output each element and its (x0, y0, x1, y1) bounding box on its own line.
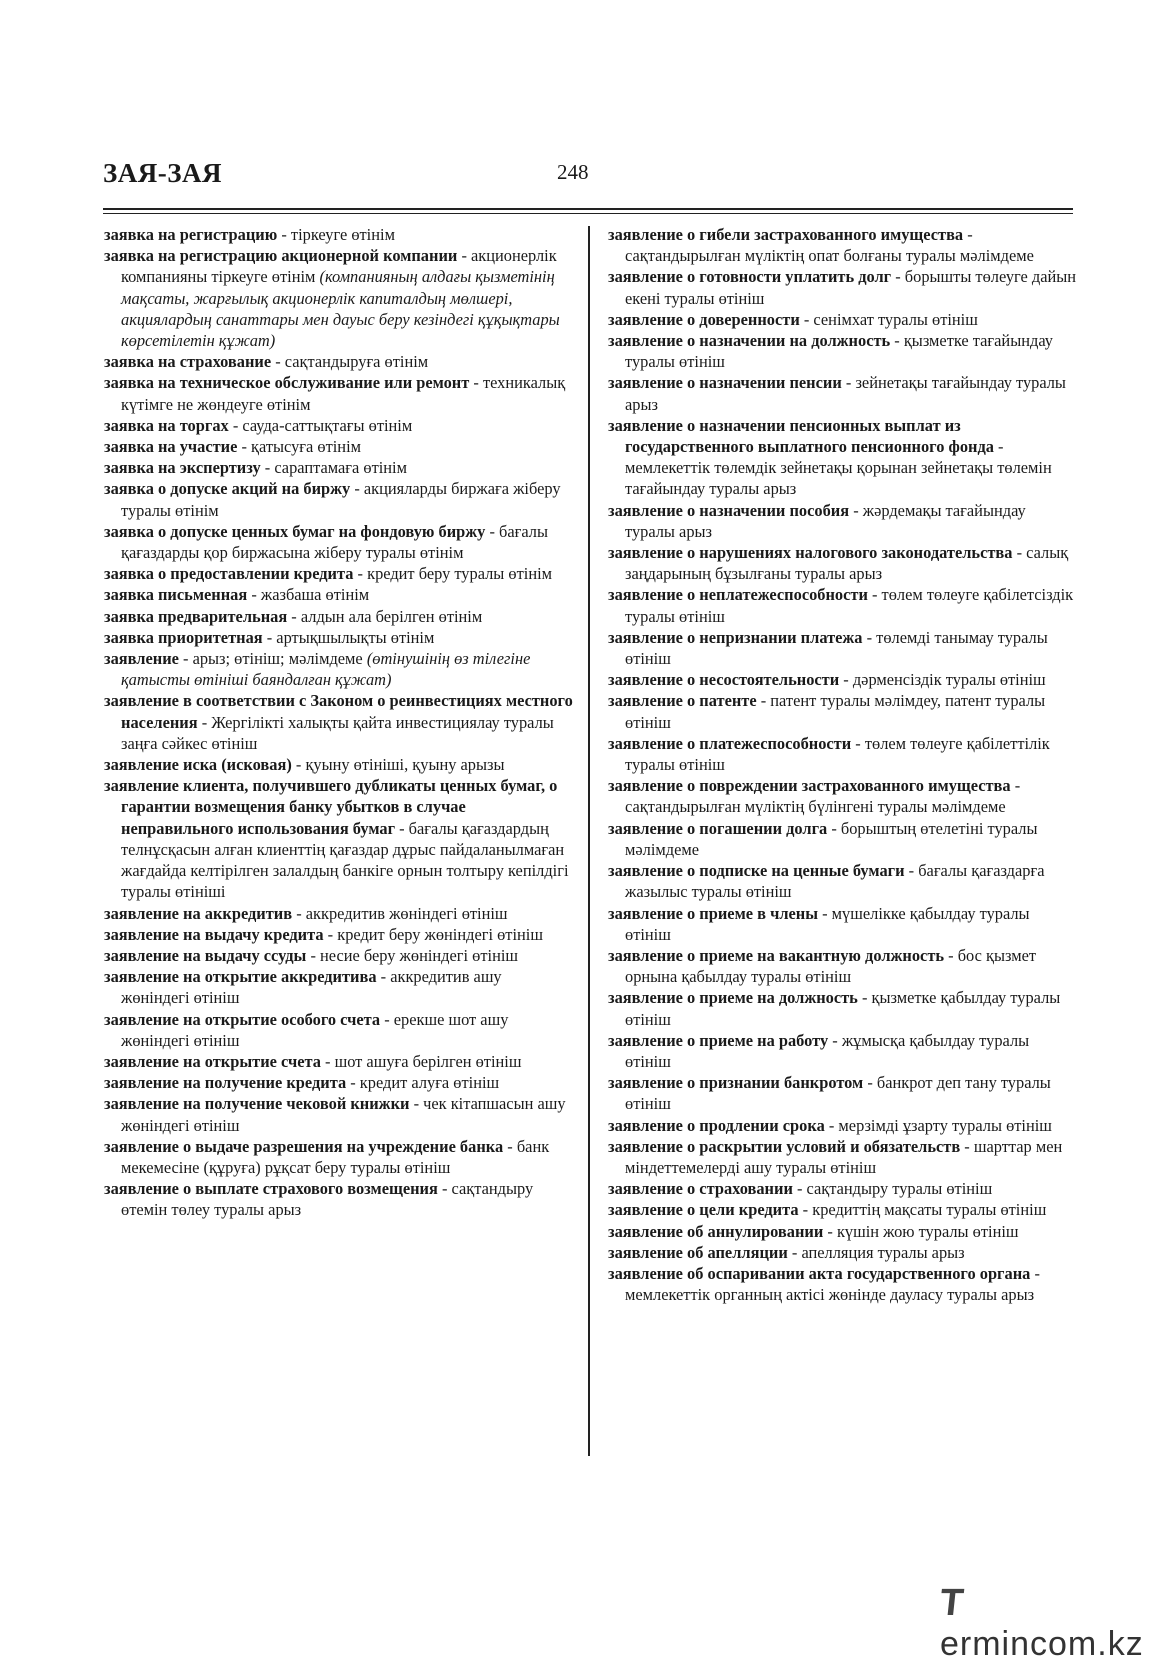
dictionary-entry (608, 690, 1078, 732)
dictionary-entry (104, 1136, 574, 1178)
left-column (104, 224, 574, 1221)
entry-definition: - патент туралы мәлімдеу, патент туралы өтініш (625, 691, 1046, 732)
entry-term: заявление о несостоятельности (608, 670, 840, 690)
entry-term: заявление на открытие аккредитива (104, 967, 377, 987)
entry-definition: - несие беру жөніндегі өтініш (306, 945, 519, 965)
entry-term: заявление о выплате страхового возмещения (104, 1179, 438, 1199)
entry-definition: - сақтандыруға өтінім (271, 352, 429, 372)
entry-term: заявление о платежеспособности (608, 733, 852, 753)
dictionary-entry (104, 245, 574, 351)
dictionary-entry (104, 415, 574, 436)
entry-term: заявление в соответствии с Законом о реинвестициях местного населения (104, 691, 573, 732)
dictionary-entry (608, 1242, 1078, 1263)
entry-term: заявление о готовности уплатить долг (608, 267, 892, 287)
entry-definition: - сақтандыру өтемін төлеу туралы арыз (121, 1179, 534, 1220)
dictionary-entry (104, 754, 574, 775)
entry-term: заявка на торгах (104, 415, 229, 435)
entry-definition: - сараптамаға өтінім (260, 458, 407, 478)
entry-definition: - бағалы қағаздардың телнұсқасын алған клиенттің қағаздар дұрыс пайдаланылмаған жағдайда келтірілген залалдың банкіге орнын толтыру кепілдігі туралы өтініші (121, 818, 569, 902)
entry-term: заявление о повреждении застрахованного имущества (608, 776, 1011, 796)
entry-definition: - банк мекемесіне (құруға) рұқсат беру туралы өтініш (121, 1136, 550, 1177)
entry-term: заявление на выдачу ссуды (104, 945, 307, 965)
dictionary-entry (608, 1263, 1078, 1305)
dictionary-entry (608, 1072, 1078, 1114)
entry-term: заявление о гибели застрахованного имущества (608, 225, 964, 244)
entry-definition: - сауда-саттықтағы өтінім (228, 415, 413, 435)
entry-term: заявление на получение чековой книжки (104, 1094, 410, 1114)
entry-definition: - аккредитив ашу жөніндегі өтініш (121, 967, 502, 1008)
entry-definition: - сақтандырылған мүліктің опат болғаны туралы мәлімдеме (625, 225, 1034, 266)
entry-term: заявление о подписке на ценные бумаги (608, 861, 905, 881)
entry-term: заявление о выдаче разрешения на учреждение банка (104, 1136, 504, 1156)
termincom-watermark-logo (937, 1582, 1158, 1664)
entry-term: заявка на регистрацию (104, 225, 278, 244)
entry-term: заявление об аннулировании (608, 1221, 824, 1241)
entry-term: заявление о погашении долга (608, 818, 828, 838)
dictionary-entry (608, 669, 1078, 690)
entry-term: заявление о раскрытии условий и обязательств (608, 1136, 961, 1156)
entry-term: заявление о признании банкротом (608, 1073, 864, 1093)
dictionary-entry (104, 627, 574, 648)
entry-definition: - мемлекеттік органның актісі жөнінде дауласу туралы арыз (625, 1263, 1040, 1305)
entry-definition: - банкрот деп тану туралы өтініш (625, 1073, 1051, 1114)
entry-term: заявление о приеме на работу (608, 1030, 829, 1050)
dictionary-entry (608, 1030, 1078, 1072)
dictionary-entry (104, 924, 574, 945)
dictionary-entry (104, 690, 574, 754)
page-number: 248 (557, 160, 589, 184)
entry-definition: - жәрдемақы тағайындау туралы арыз (625, 500, 1026, 541)
entry-definition: - мемлекеттік төлемдік зейнетақы қорынан зейнетақы төлемін тағайындау туралы арыз (625, 437, 1052, 499)
entry-definition: - қуыну өтініші, қуыну арызы (291, 755, 505, 775)
entry-term: заявка письменная (104, 585, 248, 605)
entry-definition: - борыштың өтелетіні туралы мәлімдеме (625, 818, 1038, 859)
dictionary-entry (608, 584, 1078, 626)
right-column (608, 224, 1078, 1305)
entry-definition: - күшін жою туралы өтініш (823, 1221, 1019, 1241)
dictionary-entry (608, 415, 1078, 500)
dictionary-entry (104, 1072, 574, 1093)
entry-definition: - кредит беру туралы өтінім (353, 564, 553, 584)
dictionary-entry (608, 903, 1078, 945)
dictionary-entry (104, 521, 574, 563)
entry-definition: - техникалық күтімге не жөндеуге өтінім (121, 373, 566, 414)
entry-term: заявление на аккредитив (104, 903, 293, 923)
entry-definition: - шарттар мен міндеттемелерді ашу туралы өтініш (625, 1136, 1063, 1177)
dictionary-entry (104, 966, 574, 1008)
entry-definition: - қызметке тағайындау туралы өтініш (625, 331, 1053, 372)
dictionary-entry (104, 1178, 574, 1220)
dictionary-entry (608, 987, 1078, 1029)
entry-term: заявление о нарушениях налогового законодательства (608, 543, 1013, 563)
entry-definition: - аккредитив жөніндегі өтініш (292, 903, 508, 923)
entry-definition: - зейнетақы тағайындау туралы арыз (625, 373, 1066, 414)
dictionary-entry (104, 1009, 574, 1051)
watermark-first-letter: T (937, 1582, 967, 1624)
entry-definition: - апелляция туралы арыз (787, 1242, 965, 1262)
dictionary-entry (608, 500, 1078, 542)
dictionary-entry (608, 1115, 1078, 1136)
entry-term: заявление о цели кредита (608, 1200, 799, 1220)
dictionary-entry (608, 1178, 1078, 1199)
entry-definition: - арыз; өтініш; мәлімдеме (178, 649, 367, 669)
entry-definition: - салық заңдарының бұзылғаны туралы арыз (625, 543, 1069, 584)
dictionary-entry (608, 733, 1078, 775)
dictionary-entry (608, 945, 1078, 987)
dictionary-entry (104, 903, 574, 924)
entry-term: заявление иска (исковая) (104, 755, 292, 775)
dictionary-entry (608, 1221, 1078, 1242)
entry-term: заявление о приеме на должность (608, 988, 858, 1008)
dictionary-entry (104, 945, 574, 966)
watermark-rest: ermincom.kz (940, 1625, 1144, 1663)
entry-definition: - төлем төлеуге қабілетсіздік туралы өтініш (625, 585, 1074, 626)
dictionary-entry (608, 627, 1078, 669)
dictionary-entry (104, 224, 574, 245)
entry-definition: - тіркеуге өтінім (277, 225, 395, 244)
entry-term: заявка на регистрацию акционерной компании (104, 246, 458, 266)
column-divider (588, 226, 590, 1456)
dictionary-entry (608, 372, 1078, 414)
entry-term: заявление о назначении пенсионных выплат из государственного выплатного пенсионного фонда (608, 415, 994, 457)
dictionary-entry (104, 563, 574, 584)
entry-definition: - жұмысқа қабылдау туралы өтініш (625, 1030, 1030, 1071)
entry-definition: - төлем төлеуге қабілеттілік туралы өтініш (625, 733, 1050, 775)
entry-term: заявление о доверенности (608, 309, 800, 329)
entry-definition: - сақтандыру туралы өтініш (792, 1179, 993, 1199)
dictionary-entry (104, 351, 574, 372)
dictionary-entry (104, 478, 574, 520)
dictionary-entry (104, 775, 574, 902)
entry-definition: - сенімхат туралы өтініш (799, 309, 978, 329)
entry-definition: - кредиттің мақсаты туралы өтініш (798, 1200, 1047, 1220)
entry-definition: - бос қызмет орнына қабылдау туралы өтініш (625, 945, 1037, 987)
dictionary-entry (104, 606, 574, 627)
entry-term: заявление на открытие особого счета (104, 1009, 381, 1029)
entry-definition: - кредит алуға өтініш (346, 1073, 500, 1093)
entry-term: заявление об апелляции (608, 1242, 788, 1262)
entry-term: заявление о патенте (608, 691, 757, 711)
entry-term: заявка приоритетная (104, 627, 263, 647)
dictionary-entry (608, 1136, 1078, 1178)
entry-definition: - мерзімді ұзарту туралы өтініш (824, 1115, 1052, 1135)
dictionary-entry (104, 648, 574, 690)
dictionary-entry (608, 818, 1078, 860)
entry-term: заявка на техническое обслуживание или ремонт (104, 373, 470, 393)
dictionary-entry (104, 1051, 574, 1072)
entry-definition: - акционерлік компанияны тіркеуге өтінім (121, 246, 557, 287)
entry-term: заявка о предоставлении кредита (104, 564, 354, 584)
page-header-title: ЗАЯ-ЗАЯ (103, 158, 222, 188)
entry-term: заявка предварительная (104, 606, 288, 626)
entry-note: (өтінушінің өз тілегіне қатысты өтініші баяндалған құжат) (121, 649, 531, 690)
header-rule-thin (103, 213, 1073, 214)
entry-term: заявление о назначении пособия (608, 500, 850, 520)
dictionary-entry (104, 372, 574, 414)
dictionary-entry (608, 330, 1078, 372)
entry-definition: - жазбаша өтінім (247, 585, 370, 605)
entry-definition: - акцияларды биржаға жіберу туралы өтінім (121, 479, 561, 520)
entry-definition: - дәрменсіздік туралы өтініш (839, 670, 1046, 690)
entry-term: заявление о неплатежеспособности (608, 585, 868, 605)
entry-term: заявление о продлении срока (608, 1115, 825, 1135)
entry-definition: - қызметке қабылдау туралы өтініш (625, 988, 1061, 1029)
entry-term: заявление о страховании (608, 1179, 793, 1199)
entry-definition: - алдын ала берілген өтінім (287, 606, 483, 626)
entry-definition: - шот ашуға берілген өтініш (320, 1051, 522, 1071)
entry-definition: - бағалы қағаздарға жазылыс туралы өтініш (625, 861, 1045, 902)
dictionary-entry (608, 775, 1078, 817)
entry-definition: - ерекше шот ашу жөніндегі өтініш (121, 1009, 509, 1050)
entry-term: заявление на выдачу кредита (104, 924, 324, 944)
entry-term: заявка о допуске акций на биржу (104, 479, 351, 499)
dictionary-entry (608, 266, 1078, 308)
dictionary-entry (104, 457, 574, 478)
entry-definition: - қатысуға өтінім (237, 437, 362, 457)
entry-definition: - сақтандырылған мүліктің бүлінгені туралы мәлімдеме (625, 776, 1021, 817)
entry-definition: - төлемді танымау туралы өтініш (625, 627, 1048, 669)
entry-term: заявление о назначении пенсии (608, 373, 842, 393)
dictionary-entry (104, 436, 574, 457)
dictionary-entry (608, 860, 1078, 902)
entry-term: заявление об оспаривании акта государственного органа (608, 1263, 1031, 1283)
entry-definition: - борышты төлеуге дайын екені туралы өтініш (625, 267, 1077, 308)
entry-term: заявление на открытие счета (104, 1051, 321, 1071)
entry-term: заявление о приеме в члены (608, 903, 819, 923)
header-rule-thick (103, 208, 1073, 210)
entry-term: заявление о назначении на должность (608, 331, 891, 351)
entry-term: заявка на участие (104, 437, 238, 457)
dictionary-entry (608, 542, 1078, 584)
entry-term: заявление (104, 649, 179, 669)
entry-term: заявление о приеме на вакантную должность (608, 945, 945, 965)
entry-note: (компанияның алдағы қызметінің мақсаты, жарғылық акционерлік капиталдың мөлшері, акциялардың санаттары мен дауыс беру кезіндегі құқықтары көрсетілетін құжат) (121, 267, 560, 351)
dictionary-entry (608, 309, 1078, 330)
entry-term: заявка на экспертизу (104, 458, 261, 478)
entry-term: заявление на получение кредита (104, 1073, 347, 1093)
entry-definition: - Жергілікті халықты қайта инвестициялау туралы заңға сәйкес өтініш (121, 712, 554, 753)
entry-definition: - кредит беру жөніндегі өтініш (323, 924, 543, 944)
dictionary-entry (608, 224, 1078, 266)
entry-term: заявка о допуске ценных бумаг на фондовую биржу (104, 521, 486, 541)
dictionary-entry (608, 1199, 1078, 1220)
dictionary-entry (104, 584, 574, 605)
entry-definition: - артықшылықты өтінім (262, 627, 435, 647)
entry-definition: - мүшелікке қабылдау туралы өтініш (625, 903, 1030, 944)
entry-definition: - бағалы қағаздарды қор биржасына жіберу туралы өтінім (121, 521, 548, 563)
entry-definition: - чек кітапшасын ашу жөніндегі өтініш (121, 1094, 566, 1135)
entry-term: заявление о непризнании платежа (608, 627, 863, 647)
dictionary-entry (104, 1093, 574, 1135)
entry-term: заявка на страхование (104, 352, 272, 372)
entry-term: заявление клиента, получившего дубликаты ценных бумаг, о гарантии возмещения банку убытков в случае неправильного использования бумаг (104, 776, 558, 838)
